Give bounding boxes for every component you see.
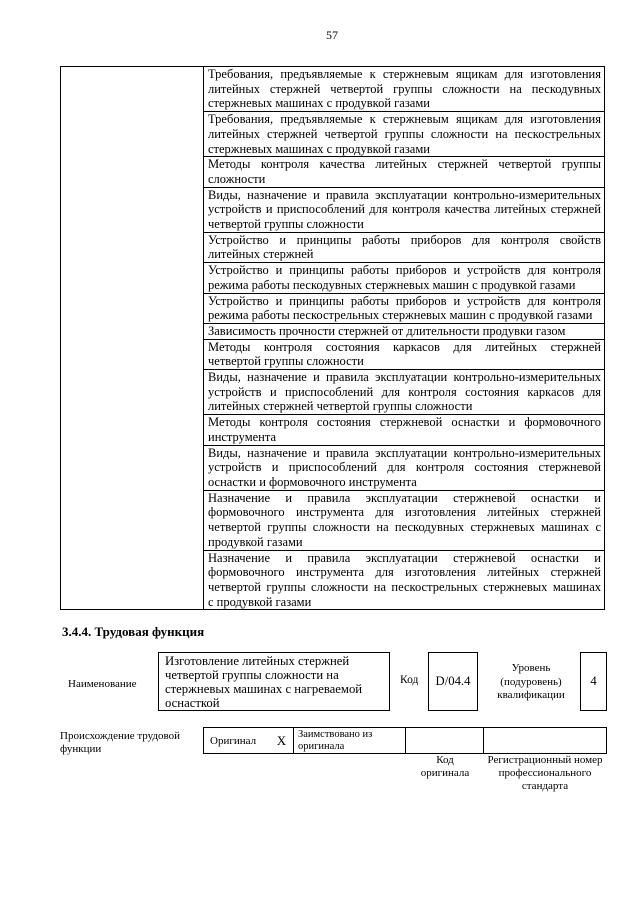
knowledge-table bbox=[60, 66, 605, 610]
code-label: Код bbox=[400, 674, 419, 686]
qualification-level-value: 4 bbox=[590, 674, 597, 688]
table-row-line: с продувкой газами bbox=[208, 594, 312, 609]
table-row-line: Устройство и принципы работы приборов и устройств для контроля bbox=[208, 263, 601, 278]
table-row-line: устройств и приспособлений для контроля качества литейных стержней bbox=[208, 202, 601, 217]
origin-table bbox=[203, 727, 607, 754]
table-row-line: Требования, предъявляемые к стержневым ящикам для изготовления bbox=[208, 112, 601, 127]
origin-label: Происхождение трудовой функции bbox=[60, 730, 181, 755]
table-row-line: Виды, назначение и правила эксплуатации контрольно-измерительных bbox=[208, 370, 601, 385]
table-row-line: литейных стержней четвертой группы сложности на пескодувных bbox=[208, 81, 601, 96]
table-row-line: стержневых машинах с продувкой газами bbox=[208, 141, 430, 156]
table-row bbox=[204, 491, 604, 551]
table-row bbox=[204, 446, 604, 491]
table-row-line: формовочного инструмента для изготовления литейных стержней bbox=[208, 505, 601, 520]
table-row-line: Назначение и правила эксплуатации стержневой оснастки и bbox=[208, 490, 601, 505]
original-code-cell bbox=[405, 728, 483, 753]
qualification-level-box bbox=[580, 652, 607, 711]
origin-borrowed-label: Заимствовано из оригинала bbox=[298, 728, 373, 752]
original-code-caption: Код оригинала bbox=[420, 754, 470, 779]
table-row-line: Методы контроля состояния каркасов для литейных стержней bbox=[208, 339, 601, 354]
table-row-line: Виды, назначение и правила эксплуатации контрольно-измерительных bbox=[208, 187, 601, 202]
table-row-line: инструмента bbox=[208, 429, 277, 444]
table-row bbox=[204, 112, 604, 157]
page-number: 57 bbox=[326, 28, 338, 42]
table-row-line: формовочного инструмента для изготовления литейных стержней bbox=[208, 565, 601, 580]
table-row-line: Виды, назначение и правила эксплуатации контрольно-измерительных bbox=[208, 445, 601, 460]
table-row bbox=[204, 157, 604, 187]
table-row-line: устройств и приспособлений для контроля состояния стержневой bbox=[208, 460, 601, 475]
table-row-line: Назначение и правила эксплуатации стержневой оснастки и bbox=[208, 550, 601, 565]
function-code-box bbox=[428, 652, 478, 711]
origin-borrowed-cell bbox=[293, 728, 405, 753]
registration-number-cell bbox=[483, 728, 606, 753]
table-row-line: Требования, предъявляемые к стержневым ящикам для изготовления bbox=[208, 67, 601, 81]
table-row-line: сложности bbox=[208, 171, 266, 186]
table-row bbox=[204, 188, 604, 233]
knowledge-table-left-cell bbox=[61, 67, 204, 609]
table-row bbox=[204, 551, 604, 610]
function-code-value: D/04.4 bbox=[435, 674, 471, 688]
table-row-line: литейных стержней четвертой группы сложности bbox=[208, 399, 473, 414]
qualification-level-label: Уровень (подуровень) квалификации bbox=[497, 662, 565, 701]
table-row bbox=[204, 263, 604, 293]
knowledge-rows bbox=[204, 67, 604, 609]
table-row-line: четвертой группы сложности bbox=[208, 354, 364, 369]
table-row-line: Устройство и принципы работы приборов и устройств для контроля bbox=[208, 293, 601, 308]
origin-mark-cell bbox=[270, 728, 293, 753]
table-row-line: Методы контроля качества литейных стержней четвертой группы bbox=[208, 157, 601, 172]
table-row-line: литейных стержней bbox=[208, 247, 314, 262]
registration-number-caption: Регистрационный номер профессионального стандарта bbox=[487, 754, 603, 792]
table-row-line: устройств и приспособлений для контроля состояния каркасов для bbox=[208, 384, 601, 399]
origin-original-cell bbox=[204, 728, 270, 753]
table-row-line: Зависимость прочности стержней от длительности продувки газом bbox=[208, 323, 566, 338]
table-row bbox=[204, 294, 604, 324]
table-row bbox=[204, 370, 604, 415]
table-row-line: стержневых машинах с продувкой газами bbox=[208, 96, 430, 111]
table-row-line: четвертой группы сложности на пескострельных стержневых машинах bbox=[208, 579, 601, 594]
table-row-line: четвертой группы сложности bbox=[208, 217, 364, 232]
table-row bbox=[204, 415, 604, 445]
table-row bbox=[204, 67, 604, 112]
table-row-line: Методы контроля состояния стержневой оснастки и формовочного bbox=[208, 415, 601, 430]
name-label: Наименование bbox=[68, 678, 137, 690]
table-row-line: литейных стержней четвертой группы сложности на пескострельных bbox=[208, 126, 601, 141]
section-heading: 3.4.4. Трудовая функция bbox=[62, 624, 205, 639]
table-row-line: продувкой газами bbox=[208, 534, 303, 549]
table-row-line: оснастки и формовочного инструмента bbox=[208, 474, 417, 489]
origin-original-label: Оригинал bbox=[210, 734, 257, 747]
table-row-line: режима работы пескострельных стержневых машин с продувкой газами bbox=[208, 308, 593, 323]
table-row-line: Устройство и принципы работы приборов для контроля свойств bbox=[208, 232, 601, 247]
origin-original-mark: X bbox=[276, 732, 287, 748]
table-row bbox=[204, 233, 604, 263]
table-row-line: режима работы пескодувных стержневых машин с продувкой газами bbox=[208, 277, 576, 292]
table-row bbox=[204, 324, 604, 340]
function-name-box: Изготовление литейных стержней четвертой группы сложности на стержневых машинах с нагреваемой оснасткой bbox=[158, 652, 390, 711]
table-row-line: четвертой группы сложности на пескодувных стержневых машинах с bbox=[208, 520, 601, 535]
table-row bbox=[204, 340, 604, 370]
